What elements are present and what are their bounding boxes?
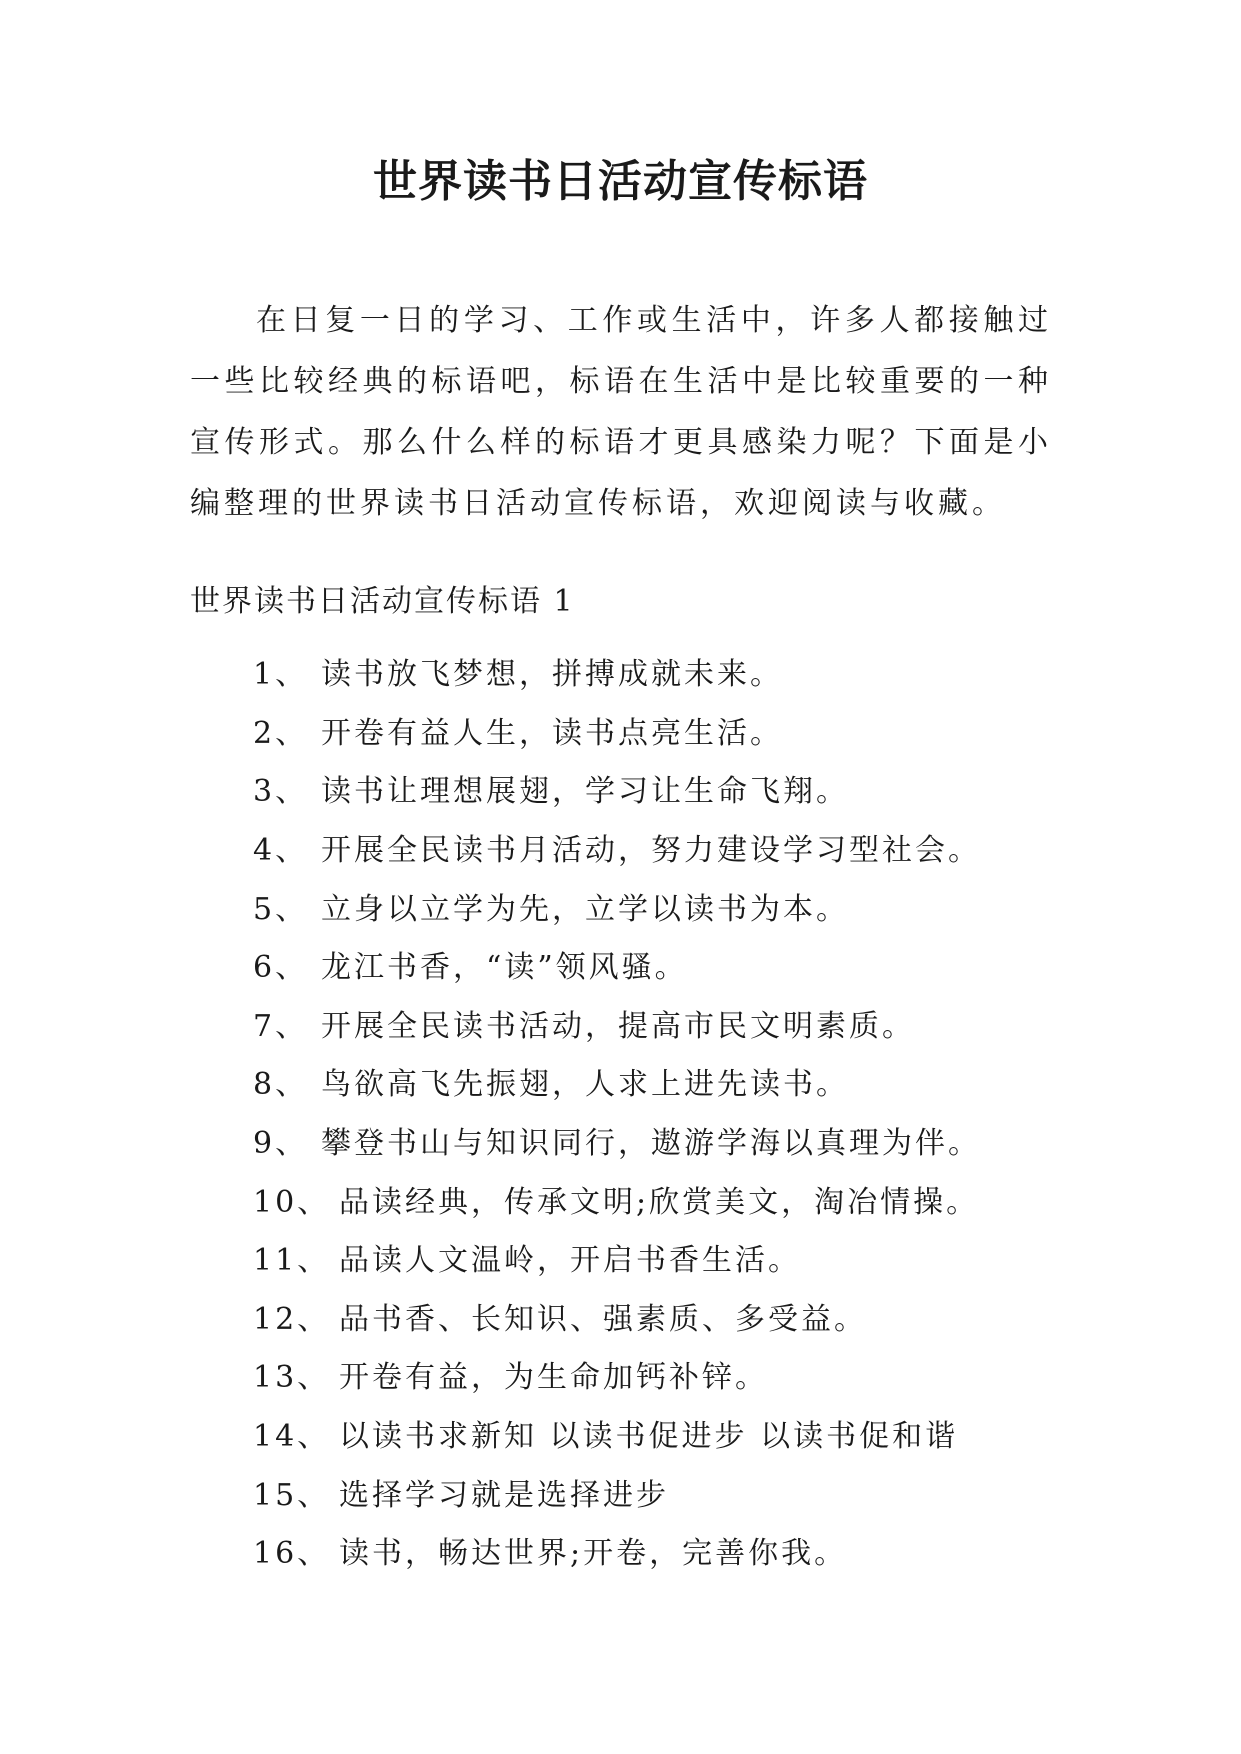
slogan-item xyxy=(253,1345,981,1404)
slogan-text: 开卷有益人生，读书点亮生活。 xyxy=(321,715,783,751)
slogan-item xyxy=(253,935,981,994)
slogan-item xyxy=(253,1462,981,1521)
slogan-item xyxy=(253,1521,981,1580)
slogan-text: 立身以立学为先，立学以读书为本。 xyxy=(321,891,849,927)
slogan-number: 10、 xyxy=(253,1184,331,1220)
slogan-text: 开卷有益，为生命加钙补锌。 xyxy=(339,1360,768,1396)
intro-paragraph: 在日复一日的学习、工作或生活中，许多人都接触过一些比较经典的标语吧，标语在生活中是比较重要的一种宣传形式。那么什么样的标语才更具感染力呢？下面是小编整理的世界读书日活动宣传标语，欢迎阅读与收藏。 xyxy=(190,303,1052,521)
slogan-text: 读书让理想展翅，学习让生命飞翔。 xyxy=(321,774,849,810)
slogan-item xyxy=(253,994,981,1053)
slogan-item xyxy=(253,1287,981,1346)
slogan-text: 读书，畅达世界;开卷，完善你我。 xyxy=(339,1536,848,1572)
slogan-text: 品读人文温岭，开启书香生活。 xyxy=(339,1243,801,1279)
slogan-item xyxy=(253,759,981,818)
slogan-text: 以读书求新知 以读书促进步 以读书促和谐 xyxy=(339,1419,959,1455)
slogan-item xyxy=(253,1404,981,1463)
slogan-number: 16、 xyxy=(253,1536,331,1572)
slogan-list xyxy=(253,642,981,1580)
slogan-text: 品书香、长知识、强素质、多受益。 xyxy=(339,1301,867,1337)
document-title: 世界读书日活动宣传标语 xyxy=(373,156,868,207)
slogan-item xyxy=(253,818,981,877)
slogan-text: 鸟欲高飞先振翅，人求上进先读书。 xyxy=(321,1067,849,1103)
slogan-number: 7、 xyxy=(253,1008,309,1044)
slogan-item xyxy=(253,642,981,701)
slogan-text: 读书放飞梦想，拼搏成就未来。 xyxy=(321,657,783,693)
slogan-number: 6、 xyxy=(253,950,309,986)
slogan-text: 品读经典，传承文明;欣赏美文，淘冶情操。 xyxy=(339,1184,980,1220)
slogan-number: 13、 xyxy=(253,1360,331,1396)
slogan-number: 15、 xyxy=(253,1477,331,1513)
slogan-number: 8、 xyxy=(253,1067,309,1103)
slogan-item xyxy=(253,1111,981,1170)
section-heading: 世界读书日活动宣传标语 1 xyxy=(190,584,575,619)
slogan-number: 3、 xyxy=(253,774,309,810)
slogan-text: 开展全民读书活动，提高市民文明素质。 xyxy=(321,1008,915,1044)
slogan-item xyxy=(253,876,981,935)
slogan-item xyxy=(253,701,981,760)
slogan-number: 9、 xyxy=(253,1126,309,1162)
slogan-number: 4、 xyxy=(253,833,309,869)
slogan-number: 12、 xyxy=(253,1301,331,1337)
slogan-number: 11、 xyxy=(253,1243,331,1279)
slogan-text: 开展全民读书月活动，努力建设学习型社会。 xyxy=(321,833,981,869)
slogan-number: 1、 xyxy=(253,657,309,693)
slogan-number: 14、 xyxy=(253,1419,331,1455)
slogan-text: 选择学习就是选择进步 xyxy=(339,1477,669,1513)
slogan-number: 2、 xyxy=(253,715,309,751)
slogan-text: 攀登书山与知识同行，遨游学海以真理为伴。 xyxy=(321,1126,981,1162)
slogan-number: 5、 xyxy=(253,891,309,927)
slogan-item xyxy=(253,1052,981,1111)
slogan-item xyxy=(253,1169,981,1228)
slogan-item xyxy=(253,1228,981,1287)
slogan-text: 龙江书香，“读”领风骚。 xyxy=(321,950,688,986)
